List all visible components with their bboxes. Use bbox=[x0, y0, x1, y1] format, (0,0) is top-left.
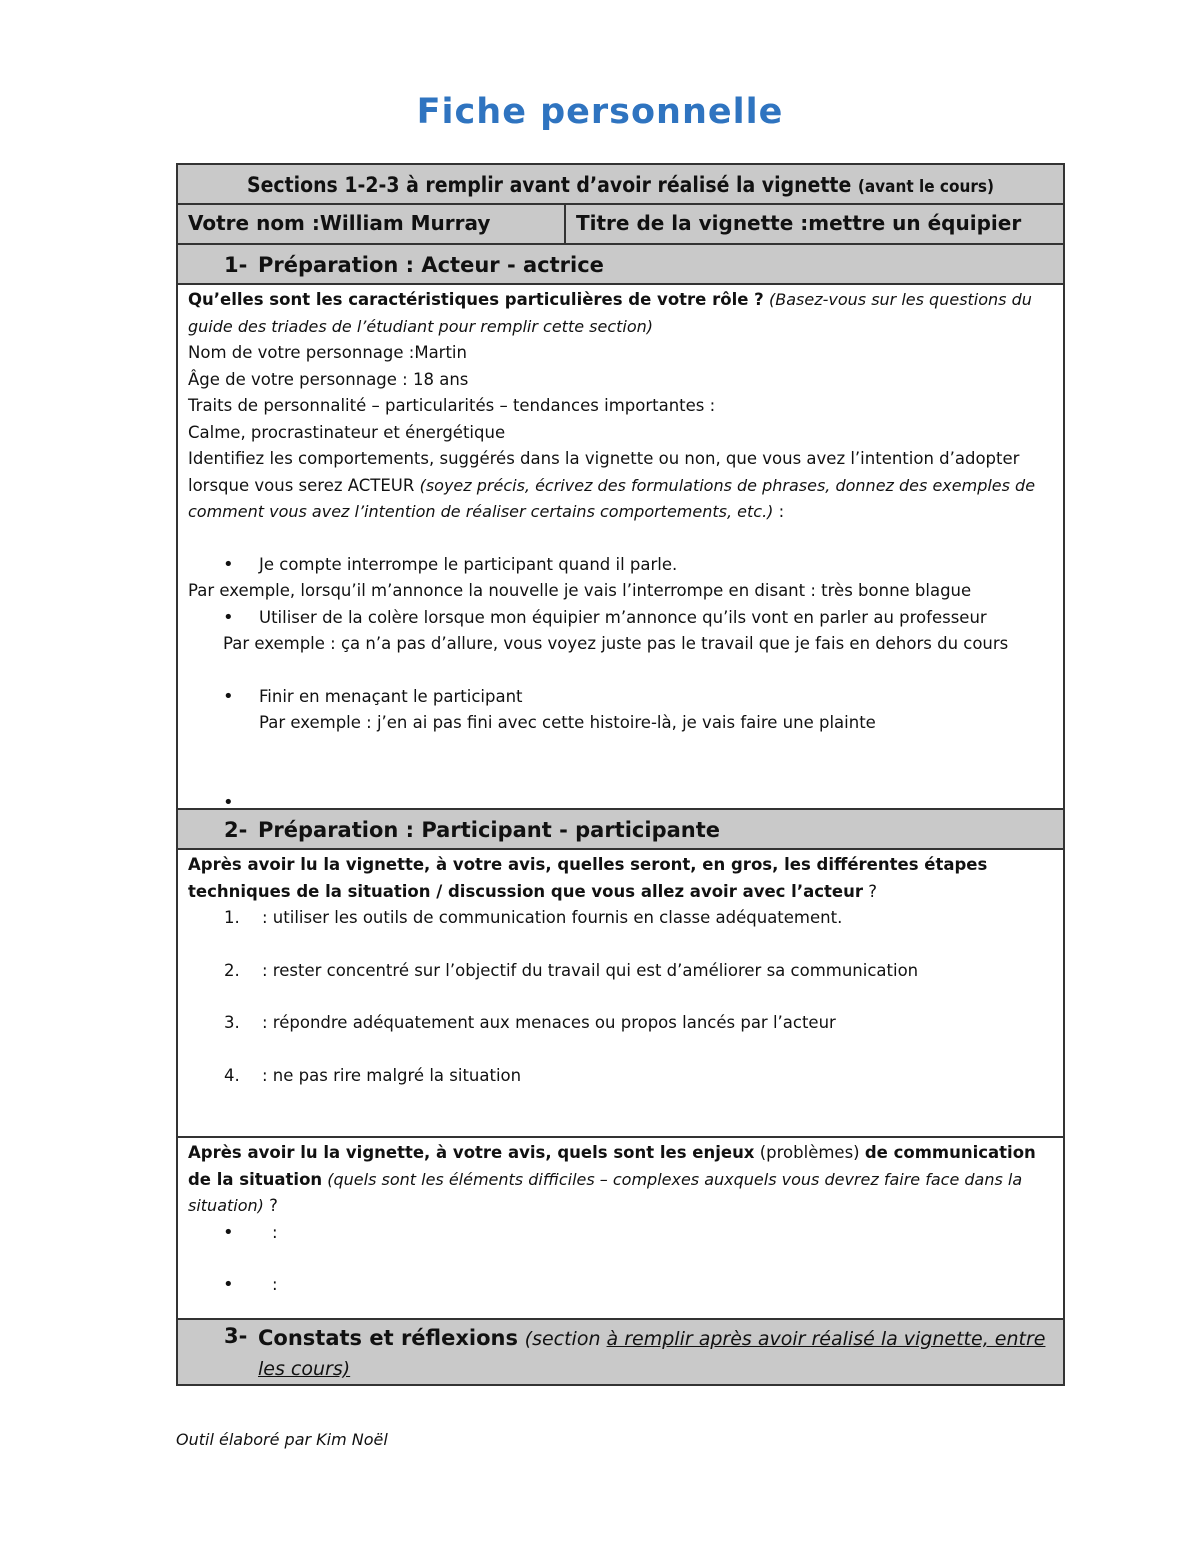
section1-question1 bbox=[188, 287, 1053, 340]
section3-title: Constats et réflexions bbox=[258, 1326, 518, 1350]
section1-question2 bbox=[188, 446, 1053, 526]
steps-question-end: ? bbox=[862, 881, 877, 901]
character-age: Âge de votre personnage : 18 ans bbox=[188, 369, 469, 389]
form-header-note: (avant le cours) bbox=[857, 177, 995, 197]
question2-text: Identifiez les comportements, suggérés dans la vignette ou non, que vous avez l’intention d’adopter lorsque vous serez ACTEUR bbox=[188, 449, 1020, 495]
behavior-item-1-example: Par exemple, lorsqu’il m’annonce la nouvelle je vais l’interrompe en disant : très bonne blague bbox=[188, 581, 972, 600]
question1-bold: Qu’elles sont les caractéristiques particulières de votre rôle ? bbox=[188, 290, 764, 309]
section1-title: Préparation : Acteur - actrice bbox=[258, 253, 604, 277]
step-number: 3. bbox=[224, 1013, 240, 1032]
step-number: 2. bbox=[224, 960, 240, 980]
behavior-item-2-example: Par exemple : ça n’a pas d’allure, vous voyez juste pas le travail que je fais en dehors du cours bbox=[223, 634, 1009, 653]
step-text: : rester concentré sur l’objectif du travail qui est d’améliorer sa communication bbox=[262, 960, 919, 980]
step-item-1 bbox=[188, 905, 1053, 932]
step-number: 4. bbox=[224, 1065, 240, 1085]
section1-header bbox=[178, 245, 1063, 285]
form-header-main: Sections 1-2-3 à remplir avant d’avoir réalisé la vignette bbox=[246, 173, 852, 197]
steps-question-bold: Après avoir lu la vignette, à votre avis, quelles seront, en gros, les différentes étapes techniques de la situation / discussion que vous allez avoir avec l’acteur bbox=[188, 855, 988, 901]
section2-header bbox=[178, 810, 1063, 850]
question2-end: : bbox=[773, 502, 785, 521]
name-field[interactable]: Votre nom :William Murray bbox=[178, 205, 566, 243]
issue-item-2: • : bbox=[188, 1272, 1053, 1299]
issues-question-bold-a: Après avoir lu la vignette, à votre avis, quels sont les enjeux bbox=[188, 1143, 755, 1162]
form-table bbox=[176, 163, 1065, 1386]
section2-question1 bbox=[188, 852, 1053, 905]
behavior-item-3-example: Par exemple : j’en ai pas fini avec cette histoire-là, je vais faire une plainte bbox=[259, 713, 876, 732]
footer-credit: Outil élaboré par Kim Noël bbox=[176, 1430, 388, 1449]
step-item-2 bbox=[188, 958, 1053, 985]
section2-steps-body[interactable] bbox=[178, 850, 1063, 1138]
section3-note-underlined: à remplir après avoir réalisé la vignette, entre les cours) bbox=[258, 1328, 1046, 1380]
issues-question-bold-b: de communication de la situation bbox=[188, 1143, 1036, 1189]
section2-question2 bbox=[188, 1140, 1053, 1220]
character-traits-value: Calme, procrastinateur et énergétique bbox=[188, 422, 506, 442]
section3-header bbox=[178, 1320, 1063, 1384]
page-title: Fiche personnelle bbox=[416, 92, 784, 132]
step-text: : répondre adéquatement aux menaces ou propos lancés par l’acteur bbox=[262, 1013, 836, 1032]
section1-number: 1- bbox=[224, 253, 248, 277]
step-text: : ne pas rire malgré la situation bbox=[262, 1065, 522, 1085]
section2-title: Préparation : Participant - participante bbox=[258, 818, 720, 842]
section3-number: 3- bbox=[224, 1324, 248, 1348]
section2-number: 2- bbox=[224, 818, 248, 842]
step-text: : utiliser les outils de communication fournis en classe adéquatement. bbox=[262, 908, 843, 927]
issues-question-normal: (problèmes) bbox=[754, 1143, 865, 1162]
identity-row bbox=[178, 205, 1063, 245]
section3-note: (section bbox=[524, 1328, 607, 1350]
section1-body[interactable] bbox=[178, 285, 1063, 810]
step-number: 1. bbox=[224, 908, 240, 927]
issues-question-note: (quels sont les éléments difficiles – complexes auxquels vous devrez faire face dans la situation) bbox=[188, 1169, 1023, 1215]
step-item-4 bbox=[188, 1063, 1053, 1090]
character-traits-label: Traits de personnalité – particularités – tendances importantes : bbox=[188, 396, 716, 415]
question1-note: (Basez-vous sur les questions du guide des triades de l’étudiant pour remplir cette section) bbox=[188, 290, 1032, 336]
form-header bbox=[178, 165, 1063, 205]
behavior-item-1: • Je compte interrompe le participant quand il parle. bbox=[188, 552, 1053, 579]
question2-note: (soyez précis, écrivez des formulations de phrases, donnez des exemples de comment vous avez l’intention de réaliser certains comportements, etc.) bbox=[188, 475, 1036, 521]
character-name: Nom de votre personnage :Martin bbox=[188, 343, 467, 362]
section2-issues-body[interactable] bbox=[178, 1138, 1063, 1320]
behavior-item-2: • Utiliser de la colère lorsque mon équipier m’annonce qu’ils vont en parler au professeur bbox=[188, 605, 1053, 632]
vignette-title-field[interactable]: Titre de la vignette :mettre un équipier bbox=[576, 211, 1022, 235]
behavior-item-3: • Finir en menaçant le participant bbox=[188, 684, 1053, 711]
issues-question-end: ? bbox=[263, 1196, 278, 1215]
step-item-3 bbox=[188, 1010, 1053, 1037]
issue-item-1: • : bbox=[188, 1220, 1053, 1247]
